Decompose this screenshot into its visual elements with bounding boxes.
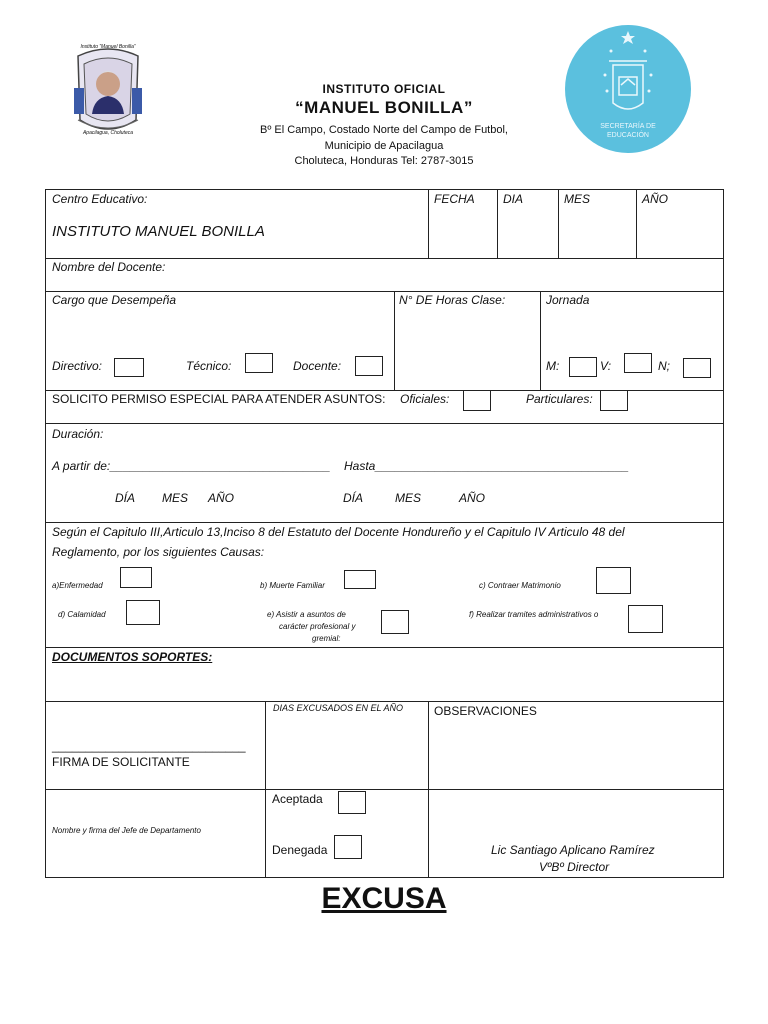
hasta-field[interactable]: Hasta______________________________________	[344, 459, 629, 473]
fecha-label: FECHA	[434, 192, 475, 206]
oficiales-checkbox[interactable]	[463, 390, 491, 411]
header-line4: Municipio de Apacilagua	[324, 140, 444, 152]
logo-top-text: Instituto “Manuel Bonilla”	[80, 44, 136, 50]
jornada-m-checkbox[interactable]	[569, 357, 597, 377]
centro-label: Centro Educativo:	[52, 192, 148, 206]
docente-type-label: Docente:	[293, 359, 342, 373]
causa-e-label-1: e) Asistir a asuntos de	[267, 610, 346, 619]
particulares-checkbox[interactable]	[600, 390, 628, 411]
causa-e-label-2: carácter profesional y	[279, 622, 356, 631]
denegada-checkbox[interactable]	[334, 835, 362, 859]
mes-label: MES	[564, 192, 591, 206]
causa-a-label: a)Enfermedad	[52, 581, 103, 590]
docente-checkbox[interactable]	[355, 356, 383, 376]
jornada-n-checkbox[interactable]	[683, 358, 711, 378]
jornada-n-label: N;	[658, 359, 670, 373]
documentos-label: DOCUMENTOS SOPORTES:	[52, 650, 213, 664]
denegada-label: Denegada	[272, 843, 328, 857]
causa-c-label: c) Contraer Matrimonio	[479, 581, 561, 590]
causa-e-label-3: gremial:	[312, 634, 341, 643]
horas-label: N° DE Horas Clase:	[399, 293, 506, 307]
jornada-v-checkbox[interactable]	[624, 353, 652, 373]
header-line2: “MANUEL BONILLA”	[295, 98, 473, 117]
aceptada-checkbox[interactable]	[338, 791, 366, 814]
causa-b-label: b) Muerte Familiar	[260, 581, 325, 590]
causa-f-label: f) Realizar tramites administrativos o	[469, 610, 599, 619]
duracion-label: Duración:	[52, 427, 104, 441]
excusa-form	[45, 189, 724, 878]
firma-line: _____________________________	[52, 739, 246, 753]
dia-to-label: DÍA	[343, 491, 364, 505]
docente-label: Nombre del Docente:	[52, 260, 166, 274]
directivo-checkbox[interactable]	[114, 358, 144, 377]
solicito-label: SOLICITO PERMISO ESPECIAL PARA ATENDER ASUNTOS:	[52, 392, 386, 406]
causa-a-checkbox[interactable]	[120, 567, 152, 588]
causa-c-checkbox[interactable]	[596, 567, 631, 594]
a-partir-field[interactable]: A partir de:_________________________________	[52, 459, 331, 473]
seal-text: SECRETARÍA DE EDUCACIÓN	[600, 123, 656, 139]
causa-e-checkbox[interactable]	[381, 610, 409, 634]
causa-f-checkbox[interactable]	[628, 605, 663, 633]
centro-value[interactable]: INSTITUTO MANUEL BONILLA	[52, 223, 265, 240]
directivo-label: Directivo:	[52, 359, 103, 373]
anio-from-label: AÑO	[208, 491, 235, 505]
header-line5: Choluteca, Honduras Tel: 2787-3015	[294, 155, 474, 167]
director-name: Lic Santiago Aplicano Ramírez	[491, 843, 655, 857]
dia-from-label: DÍA	[115, 491, 136, 505]
tecnico-checkbox[interactable]	[245, 353, 273, 373]
anio-label: AÑO	[642, 192, 669, 206]
jefe-label: Nombre y firma del Jefe de Departamento	[52, 826, 201, 835]
jornada-v-label: V:	[600, 359, 612, 373]
mes-to-label: MES	[395, 491, 422, 505]
header-line1: INSTITUTO OFICIAL	[322, 82, 446, 96]
oficiales-label: Oficiales:	[400, 392, 450, 406]
particulares-label: Particulares:	[526, 392, 593, 406]
tecnico-label: Técnico:	[186, 359, 232, 373]
causa-b-checkbox[interactable]	[344, 570, 376, 589]
dias-excusados-label: DIAS EXCUSADOS EN EL AÑO	[273, 703, 404, 713]
causa-d-label: d) Calamidad	[58, 610, 106, 619]
anio-to-label: AÑO	[459, 491, 486, 505]
segun-text-line1: Según el Capitulo III,Articulo 13,Inciso 8 del Estatuto del Docente Hondureño y el Capitulo IV Articulo 48 del	[52, 525, 625, 539]
dia-label: DIA	[503, 192, 524, 206]
segun-text-line2: Reglamento, por los siguientes Causas:	[52, 545, 265, 559]
jornada-label: Jornada	[546, 293, 590, 307]
excusa-title: EXCUSA	[321, 882, 447, 915]
logo-bottom-text: Apacilagua, Choluteca	[82, 130, 134, 136]
cargo-label: Cargo que Desempeña	[52, 293, 177, 307]
firma-solicitante-label: FIRMA DE SOLICITANTE	[52, 755, 190, 769]
jornada-m-label: M:	[546, 359, 560, 373]
header-line3: Bº El Campo, Costado Norte del Campo de Futbol,	[260, 124, 508, 136]
mes-from-label: MES	[162, 491, 189, 505]
director-title: VºBº Director	[539, 860, 610, 874]
observaciones-label: OBSERVACIONES	[434, 704, 537, 718]
causa-d-checkbox[interactable]	[126, 600, 160, 625]
aceptada-label: Aceptada	[272, 792, 323, 806]
